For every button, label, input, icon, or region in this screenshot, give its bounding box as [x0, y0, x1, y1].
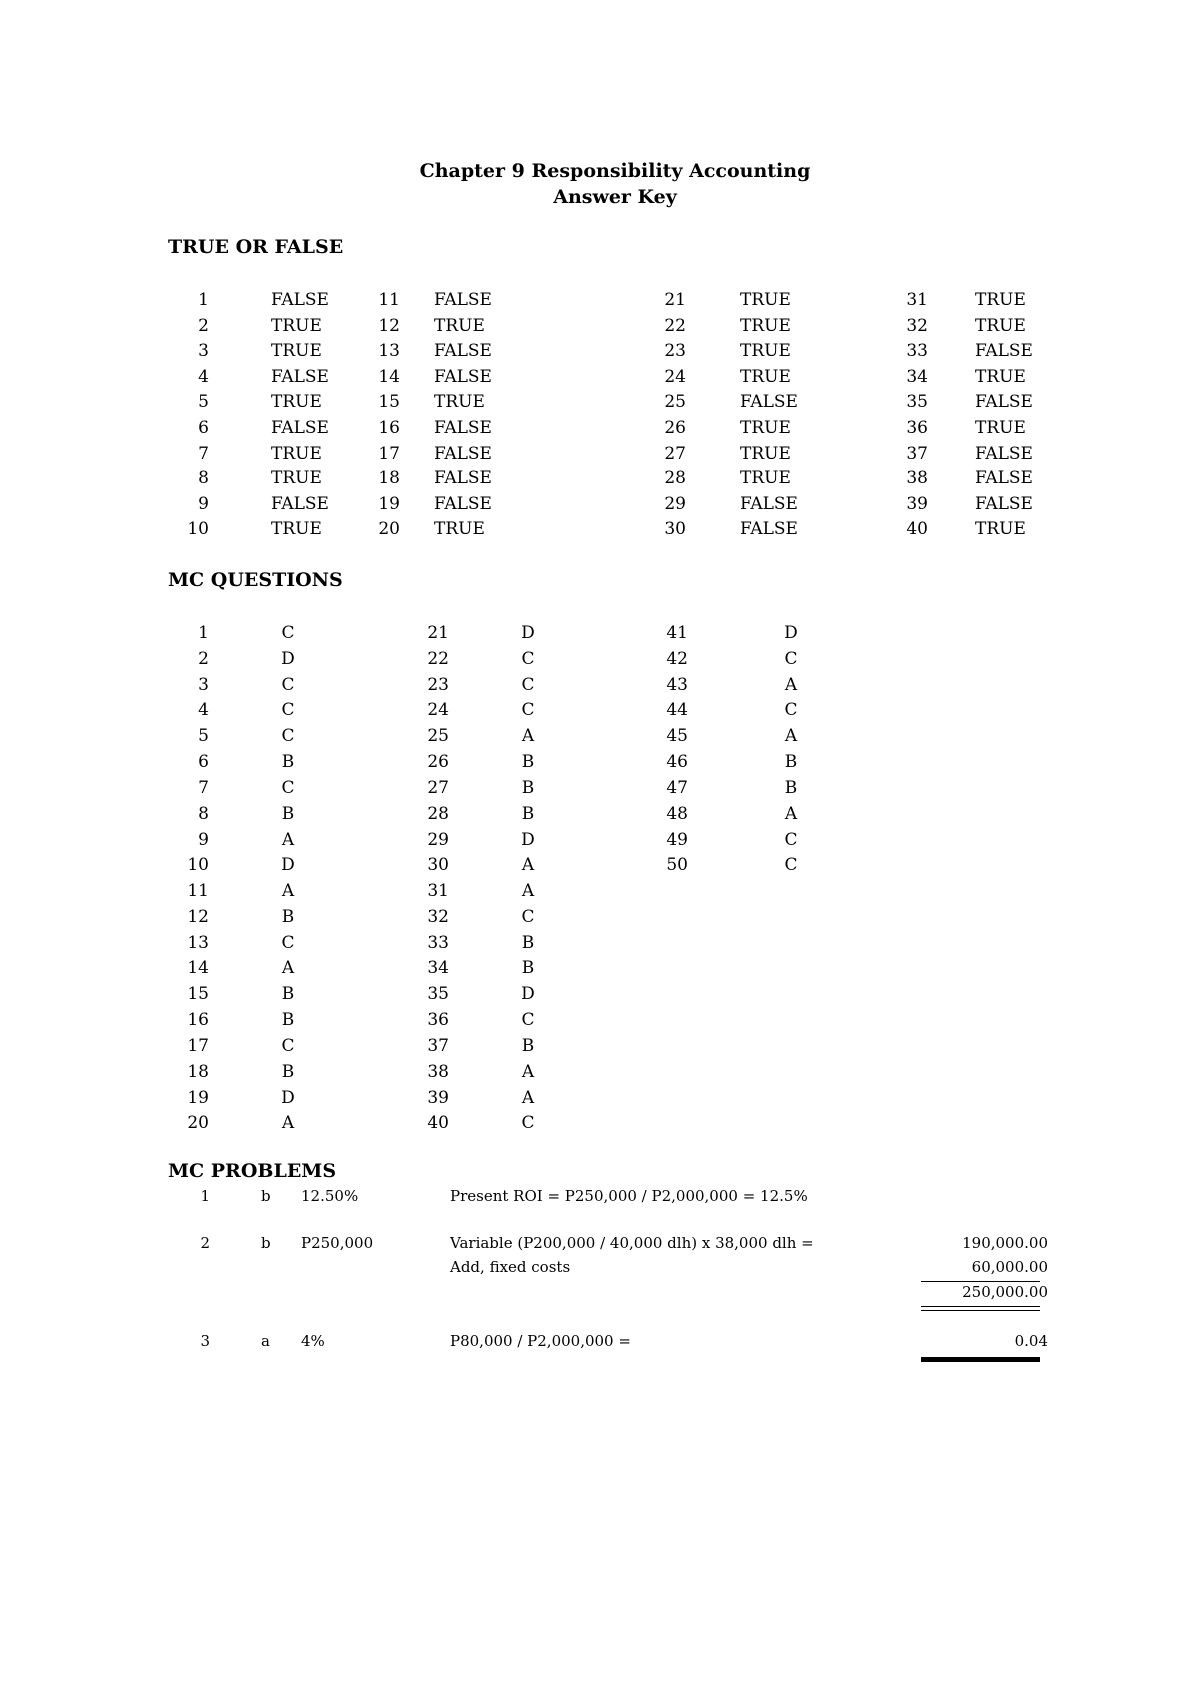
mcq-answer: B [281, 1062, 295, 1082]
tf-number: 19 [378, 494, 400, 514]
mcq-answer: B [281, 752, 295, 772]
tf-number: 34 [906, 367, 928, 387]
mcq-number: 47 [666, 778, 688, 798]
tf-answer: FALSE [975, 392, 1033, 412]
tf-number: 1 [198, 290, 209, 310]
tf-number: 35 [906, 392, 928, 412]
mcp-2-total: 250,000.00 [962, 1283, 1048, 1301]
tf-number: 3 [198, 341, 209, 361]
mcq-answer: C [281, 623, 295, 643]
mcq-answer: A [521, 726, 535, 746]
mcq-number: 50 [666, 855, 688, 875]
mcp-2-line1: Variable (P200,000 / 40,000 dlh) x 38,000 dlh = [450, 1234, 814, 1252]
mcq-number: 38 [427, 1062, 449, 1082]
mcq-answer: A [281, 830, 295, 850]
mcq-number: 42 [666, 649, 688, 669]
tf-answer: TRUE [271, 444, 322, 464]
tf-number: 13 [378, 341, 400, 361]
mcq-number: 26 [427, 752, 449, 772]
tf-answer: FALSE [434, 290, 492, 310]
tf-answer: FALSE [975, 494, 1033, 514]
mcq-number: 36 [427, 1010, 449, 1030]
mcq-number: 40 [427, 1113, 449, 1133]
tf-number: 25 [664, 392, 686, 412]
mcq-answer: A [521, 855, 535, 875]
mcq-answer: C [281, 933, 295, 953]
mcp-2-amount1: 190,000.00 [962, 1234, 1048, 1252]
mcq-answer: C [281, 726, 295, 746]
tf-answer: FALSE [434, 418, 492, 438]
tf-number: 18 [378, 468, 400, 488]
tf-number: 6 [198, 418, 209, 438]
mcq-answer: C [281, 778, 295, 798]
tf-answer: TRUE [740, 341, 791, 361]
mcq-number: 30 [427, 855, 449, 875]
mcq-number: 3 [198, 675, 209, 695]
tf-number: 2 [198, 316, 209, 336]
mcq-number: 2 [198, 649, 209, 669]
mcq-answer: D [281, 1088, 295, 1108]
tf-number: 36 [906, 418, 928, 438]
mcq-number: 6 [198, 752, 209, 772]
tf-number: 24 [664, 367, 686, 387]
mcq-answer: A [281, 958, 295, 978]
mcq-answer: C [281, 675, 295, 695]
mcq-answer: A [521, 1088, 535, 1108]
mcq-number: 13 [187, 933, 209, 953]
mcq-answer: B [521, 958, 535, 978]
tf-number: 11 [378, 290, 400, 310]
mcq-number: 41 [666, 623, 688, 643]
tf-answer: TRUE [271, 392, 322, 412]
mcq-answer: B [521, 752, 535, 772]
mcq-answer: D [521, 830, 535, 850]
mcq-number: 29 [427, 830, 449, 850]
mcq-number: 15 [187, 984, 209, 1004]
mcq-answer: B [281, 1010, 295, 1030]
mcq-number: 10 [187, 855, 209, 875]
mcp-3-amount: 0.04 [1014, 1332, 1048, 1350]
mcq-answer: B [521, 1036, 535, 1056]
mcq-number: 5 [198, 726, 209, 746]
mcq-number: 49 [666, 830, 688, 850]
mcp-1-letter: b [261, 1187, 271, 1205]
mcq-answer: B [784, 778, 798, 798]
mcq-answer: D [784, 623, 798, 643]
mcq-number: 32 [427, 907, 449, 927]
mcq-answer: B [521, 933, 535, 953]
mcq-number: 17 [187, 1036, 209, 1056]
mcp-3-work: P80,000 / P2,000,000 = [450, 1332, 631, 1350]
mcq-number: 45 [666, 726, 688, 746]
mcq-number: 11 [187, 881, 209, 901]
tf-number: 37 [906, 444, 928, 464]
mcq-answer: C [784, 649, 798, 669]
tf-number: 20 [378, 519, 400, 539]
tf-number: 10 [187, 519, 209, 539]
mcq-answer: C [784, 700, 798, 720]
tf-answer: FALSE [740, 494, 798, 514]
tf-answer: FALSE [434, 444, 492, 464]
tf-number: 16 [378, 418, 400, 438]
total-double-rule-bottom [921, 1310, 1040, 1311]
mcq-number: 33 [427, 933, 449, 953]
tf-number: 14 [378, 367, 400, 387]
tf-answer: FALSE [975, 341, 1033, 361]
tf-answer: FALSE [271, 494, 329, 514]
mcq-number: 34 [427, 958, 449, 978]
tf-number: 17 [378, 444, 400, 464]
mcq-number: 37 [427, 1036, 449, 1056]
mcp-1-work: Present ROI = P250,000 / P2,000,000 = 12.5% [450, 1187, 808, 1205]
mcq-answer: B [521, 778, 535, 798]
mcq-answer: C [521, 700, 535, 720]
tf-number: 28 [664, 468, 686, 488]
mcp-2-amount2: 60,000.00 [971, 1258, 1048, 1276]
tf-number: 22 [664, 316, 686, 336]
tf-answer: TRUE [975, 418, 1026, 438]
mcp-1-number: 1 [200, 1187, 210, 1205]
mcq-number: 25 [427, 726, 449, 746]
mcp-2-letter: b [261, 1234, 271, 1252]
mcq-number: 9 [198, 830, 209, 850]
mcq-answer: A [784, 675, 798, 695]
tf-answer: TRUE [740, 468, 791, 488]
tf-number: 8 [198, 468, 209, 488]
mcq-number: 22 [427, 649, 449, 669]
mcq-answer: D [281, 855, 295, 875]
mcp-1-answer: 12.50% [301, 1187, 359, 1205]
tf-answer: TRUE [975, 367, 1026, 387]
mcq-answer: A [784, 804, 798, 824]
tf-answer: TRUE [975, 316, 1026, 336]
tf-answer: FALSE [434, 341, 492, 361]
mcq-answer: A [784, 726, 798, 746]
mcp-heading: MC PROBLEMS [168, 1160, 337, 1182]
tf-answer: TRUE [434, 316, 485, 336]
mcq-answer: C [784, 830, 798, 850]
tf-number: 12 [378, 316, 400, 336]
mcq-answer: B [281, 984, 295, 1004]
mcq-number: 35 [427, 984, 449, 1004]
tf-answer: FALSE [271, 418, 329, 438]
mcq-heading: MC QUESTIONS [168, 569, 343, 591]
tf-number: 21 [664, 290, 686, 310]
tf-answer: TRUE [740, 444, 791, 464]
tf-number: 7 [198, 444, 209, 464]
tf-answer: FALSE [434, 367, 492, 387]
tf-answer: TRUE [434, 519, 485, 539]
tf-answer: FALSE [434, 494, 492, 514]
mcq-number: 18 [187, 1062, 209, 1082]
mcq-answer: C [521, 907, 535, 927]
mcq-answer: A [281, 881, 295, 901]
tf-number: 39 [906, 494, 928, 514]
mcq-answer: D [521, 623, 535, 643]
mcq-number: 48 [666, 804, 688, 824]
tf-answer: FALSE [434, 468, 492, 488]
mcp-2-answer: P250,000 [301, 1234, 374, 1252]
mcq-number: 23 [427, 675, 449, 695]
mcq-answer: C [784, 855, 798, 875]
mcq-number: 46 [666, 752, 688, 772]
tf-answer: FALSE [740, 519, 798, 539]
tf-number: 15 [378, 392, 400, 412]
tf-number: 29 [664, 494, 686, 514]
tf-answer: FALSE [975, 468, 1033, 488]
mcp-2-line2: Add, fixed costs [450, 1258, 571, 1276]
tf-number: 5 [198, 392, 209, 412]
mcq-number: 21 [427, 623, 449, 643]
mcq-answer: A [521, 881, 535, 901]
document-title: Chapter 9 Responsibility Accounting [419, 160, 811, 182]
mcq-number: 27 [427, 778, 449, 798]
mcq-answer: B [521, 804, 535, 824]
tf-answer: TRUE [975, 519, 1026, 539]
mcq-answer: D [281, 649, 295, 669]
mcq-answer: A [281, 1113, 295, 1133]
mcq-answer: C [521, 1113, 535, 1133]
mcq-answer: B [281, 907, 295, 927]
tf-number: 9 [198, 494, 209, 514]
mcp-2-number: 2 [200, 1234, 210, 1252]
mcp-3-number: 3 [200, 1332, 210, 1350]
mcq-number: 12 [187, 907, 209, 927]
total-double-rule-top [921, 1306, 1040, 1307]
mcq-answer: D [521, 984, 535, 1004]
mcq-number: 1 [198, 623, 209, 643]
mcq-number: 44 [666, 700, 688, 720]
mcp-3-letter: a [261, 1332, 270, 1350]
tf-answer: TRUE [271, 316, 322, 336]
tf-number: 26 [664, 418, 686, 438]
tf-answer: FALSE [271, 290, 329, 310]
mcq-answer: B [784, 752, 798, 772]
tf-number: 40 [906, 519, 928, 539]
tf-answer: TRUE [975, 290, 1026, 310]
mcq-number: 7 [198, 778, 209, 798]
mcq-number: 43 [666, 675, 688, 695]
mcq-number: 4 [198, 700, 209, 720]
tf-number: 38 [906, 468, 928, 488]
tf-answer: TRUE [271, 519, 322, 539]
tf-number: 30 [664, 519, 686, 539]
mcq-number: 28 [427, 804, 449, 824]
tf-answer: TRUE [740, 316, 791, 336]
mcq-number: 8 [198, 804, 209, 824]
tf-answer: TRUE [740, 367, 791, 387]
tf-answer: TRUE [434, 392, 485, 412]
tf-number: 33 [906, 341, 928, 361]
mcq-number: 14 [187, 958, 209, 978]
subtotal-rule [921, 1281, 1040, 1282]
tf-answer: FALSE [271, 367, 329, 387]
tf-number: 23 [664, 341, 686, 361]
mcp-3-answer: 4% [301, 1332, 325, 1350]
tf-number: 4 [198, 367, 209, 387]
mcq-number: 16 [187, 1010, 209, 1030]
tf-answer: TRUE [740, 290, 791, 310]
tf-number: 31 [906, 290, 928, 310]
mcq-answer: C [521, 1010, 535, 1030]
mcq-number: 19 [187, 1088, 209, 1108]
mcq-answer: C [281, 700, 295, 720]
tf-answer: TRUE [271, 341, 322, 361]
tf-number: 32 [906, 316, 928, 336]
tf-heading: TRUE OR FALSE [168, 236, 344, 258]
mcq-number: 24 [427, 700, 449, 720]
mcq-answer: C [281, 1036, 295, 1056]
tf-answer: FALSE [740, 392, 798, 412]
mcq-number: 20 [187, 1113, 209, 1133]
mcq-number: 39 [427, 1088, 449, 1108]
tf-answer: TRUE [271, 468, 322, 488]
mcq-number: 31 [427, 881, 449, 901]
tf-answer: FALSE [975, 444, 1033, 464]
tf-number: 27 [664, 444, 686, 464]
mcq-answer: C [521, 649, 535, 669]
mcq-answer: B [281, 804, 295, 824]
tf-answer: TRUE [740, 418, 791, 438]
mcq-answer: C [521, 675, 535, 695]
document-subtitle: Answer Key [553, 186, 677, 208]
mcq-answer: A [521, 1062, 535, 1082]
final-thick-rule [921, 1357, 1040, 1362]
